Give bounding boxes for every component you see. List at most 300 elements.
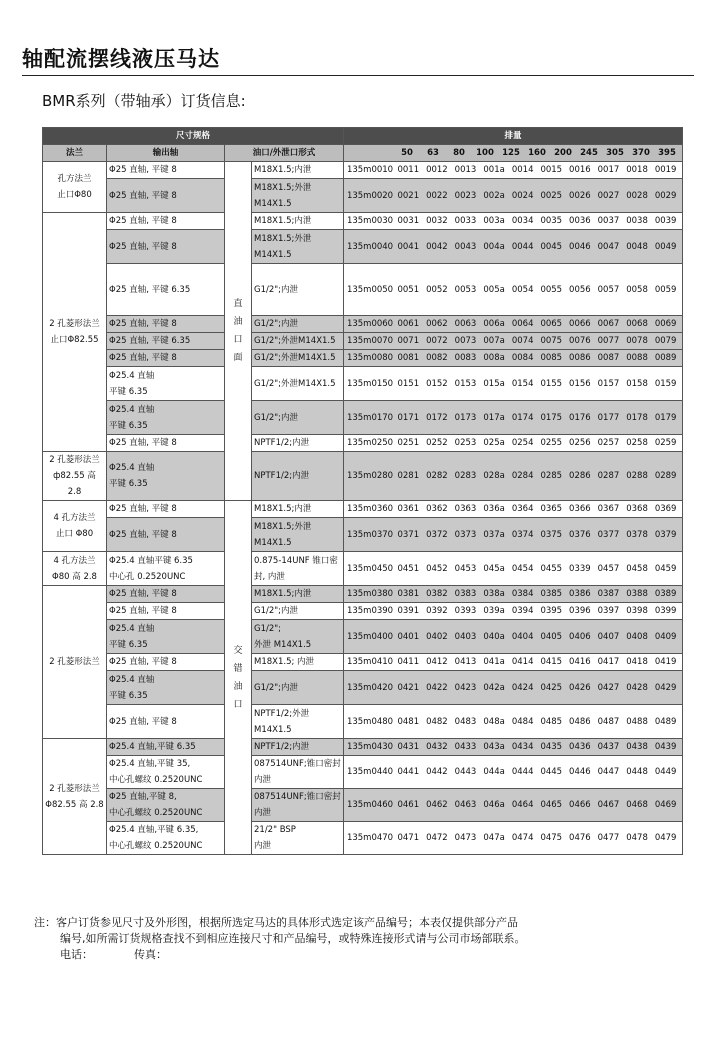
- shaft-cell: Φ25 直轴, 平键 8: [107, 586, 225, 603]
- product-code: 0393: [454, 606, 477, 616]
- product-code: 135m0370: [346, 529, 394, 540]
- flange-cell: 孔方法兰 止口Φ80: [43, 162, 107, 213]
- product-code: 0022: [426, 190, 448, 201]
- shaft-cell: Φ25 直轴, 平键 8: [107, 213, 225, 230]
- codes-cell: [344, 213, 683, 230]
- product-code: 135m0150: [346, 378, 394, 389]
- port-cell: G1/2";内泄: [252, 603, 344, 620]
- product-code: 0178: [626, 412, 648, 423]
- product-code: 0023: [454, 190, 477, 201]
- product-code: 0072: [426, 336, 448, 346]
- product-code: 0057: [597, 284, 620, 295]
- product-code: 0383: [454, 589, 477, 599]
- product-code: 0413: [454, 657, 477, 667]
- port-cell: M18X1.5;内泄: [252, 586, 344, 603]
- product-code: 0465: [540, 800, 563, 810]
- product-code: 0459: [654, 563, 677, 574]
- product-code: 0408: [626, 631, 648, 642]
- product-code: 0154: [511, 378, 534, 389]
- product-code: 0483: [454, 716, 477, 727]
- port-cell: M18X1.5; 内泄: [252, 654, 344, 671]
- product-code: 0471: [397, 833, 420, 843]
- product-code: 028a: [483, 471, 505, 481]
- product-code: 0466: [569, 800, 591, 810]
- product-code: 0445: [540, 767, 563, 777]
- product-code: 0255: [540, 438, 563, 448]
- product-code: 0418: [626, 657, 648, 667]
- port-cell: G1/2";内泄: [252, 671, 344, 705]
- product-code: 0484: [511, 716, 534, 727]
- product-code: 0435: [540, 742, 563, 752]
- port-group-cell: 交 错 油 口: [225, 501, 252, 855]
- displacement-value: 200: [554, 148, 572, 158]
- flange-cell: 2 孔菱形法兰: [43, 586, 107, 739]
- product-code: 037a: [483, 529, 505, 540]
- port-cell: 21/2" BSP 内泄: [252, 822, 344, 855]
- codes-cell: [344, 435, 683, 452]
- product-code: 0152: [426, 378, 448, 389]
- product-code: 0437: [597, 742, 620, 752]
- product-code: 0406: [569, 631, 591, 642]
- contact-line: [34, 947, 526, 963]
- port-cell: 087514UNF;锥口密封 内泄: [252, 789, 344, 822]
- displacement-value: 50: [401, 148, 413, 158]
- codes-cell: [344, 739, 683, 756]
- product-code: 0075: [540, 336, 563, 346]
- port-cell: 087514UNF;锥口密封 内泄: [252, 756, 344, 789]
- product-code: 0086: [569, 353, 591, 363]
- product-code: 0035: [540, 216, 563, 226]
- product-code: 0432: [426, 742, 448, 752]
- product-code: 0067: [597, 319, 620, 329]
- product-code: 0159: [654, 378, 677, 389]
- product-code: 0447: [597, 767, 620, 777]
- product-code: 0409: [654, 631, 677, 642]
- product-code: 0458: [626, 563, 648, 574]
- shaft-cell: Φ25 直轴, 平键 6.35: [107, 264, 225, 316]
- product-code: 0179: [654, 412, 677, 423]
- codes-cell: [344, 333, 683, 350]
- product-code: 0039: [654, 216, 677, 226]
- product-code: 0464: [511, 800, 534, 810]
- product-code: 0423: [454, 682, 477, 693]
- product-code: 0487: [597, 716, 620, 727]
- displacement-value: 100: [476, 148, 494, 158]
- product-code: 0419: [654, 657, 677, 667]
- product-code: 0449: [654, 767, 677, 777]
- port-cell: M18X1.5;内泄: [252, 501, 344, 518]
- product-code: 0417: [597, 657, 620, 667]
- product-code: 0083: [454, 353, 477, 363]
- product-code: 0031: [397, 216, 420, 226]
- product-code: 0399: [654, 606, 677, 616]
- codes-cell: [344, 162, 683, 179]
- product-code: 036a: [483, 504, 505, 514]
- product-code: 0046: [569, 241, 591, 252]
- codes-cell: [344, 452, 683, 501]
- product-code: 0032: [426, 216, 448, 226]
- shaft-cell: Φ25 直轴, 平键 6.35: [107, 333, 225, 350]
- shaft-cell: Φ25.4 直轴 平键 6.35: [107, 671, 225, 705]
- table-row: [43, 620, 683, 654]
- product-code: 0467: [597, 800, 620, 810]
- product-code: 0485: [540, 716, 563, 727]
- displacement-value: 63: [427, 148, 439, 158]
- displacement-value: 80: [453, 148, 465, 158]
- order-info-table: [42, 127, 683, 855]
- port-group-cell: 直 油 口 面: [225, 162, 252, 501]
- product-code: 0052: [426, 284, 448, 295]
- product-code: 0074: [511, 336, 534, 346]
- product-code: 0371: [397, 529, 420, 540]
- product-code: 135m0280: [346, 471, 394, 481]
- product-code: 0452: [426, 563, 448, 574]
- product-code: 0151: [397, 378, 420, 389]
- product-code: 006a: [483, 319, 505, 329]
- product-code: 0253: [454, 438, 477, 448]
- product-code: 0034: [511, 216, 534, 226]
- table-row: [43, 518, 683, 552]
- port-cell: G1/2"; 外泄 M14X1.5: [252, 620, 344, 654]
- product-code: 0454: [511, 563, 534, 574]
- product-code: 0339: [569, 563, 591, 574]
- product-code: 0385: [540, 589, 563, 599]
- product-code: 0049: [654, 241, 677, 252]
- table-row: [43, 213, 683, 230]
- product-code: 135m0380: [346, 589, 394, 599]
- product-code: 0283: [454, 471, 477, 481]
- product-code: 0443: [454, 767, 477, 777]
- shaft-cell: Φ25 直轴, 平键 8: [107, 518, 225, 552]
- product-code: 0286: [569, 471, 591, 481]
- product-code: 042a: [483, 682, 505, 693]
- product-code: 046a: [483, 800, 505, 810]
- codes-cell: [344, 401, 683, 435]
- codes-cell: [344, 671, 683, 705]
- shaft-cell: Φ25.4 直轴,平键 6.35: [107, 739, 225, 756]
- product-code: 0416: [569, 657, 591, 667]
- product-code: 135m0010: [346, 165, 394, 175]
- product-code: 0451: [397, 563, 420, 574]
- product-code: 0402: [426, 631, 448, 642]
- product-code: 0157: [597, 378, 620, 389]
- product-code: 007a: [483, 336, 505, 346]
- page-title: 轴配流摆线液压马达: [22, 47, 220, 71]
- product-code: 135m0480: [346, 716, 394, 727]
- product-code: 0045: [540, 241, 563, 252]
- table-row: [43, 264, 683, 316]
- product-code: 0382: [426, 589, 448, 599]
- product-code: 135m0030: [346, 216, 394, 226]
- product-code: 0392: [426, 606, 448, 616]
- product-code: 0362: [426, 504, 448, 514]
- product-code: 0044: [511, 241, 534, 252]
- product-code: 0061: [397, 319, 420, 329]
- port-cell: NPTF1/2;内泄: [252, 435, 344, 452]
- product-code: 135m0070: [346, 336, 394, 346]
- product-code: 0401: [397, 631, 420, 642]
- displacement-value: 160: [528, 148, 546, 158]
- product-code: 135m0060: [346, 319, 394, 329]
- product-code: 0396: [569, 606, 591, 616]
- product-code: 0407: [597, 631, 620, 642]
- product-code: 0073: [454, 336, 477, 346]
- product-code: 0252: [426, 438, 448, 448]
- product-code: 0079: [654, 336, 677, 346]
- product-code: 0048: [626, 241, 648, 252]
- port-cell: M18X1.5;内泄: [252, 162, 344, 179]
- product-code: 0415: [540, 657, 563, 667]
- product-code: 0412: [426, 657, 448, 667]
- codes-cell: [344, 264, 683, 316]
- product-code: 0088: [626, 353, 648, 363]
- product-code: 135m0020: [346, 190, 394, 201]
- product-code: 0384: [511, 589, 534, 599]
- flange-cell: 2 孔菱形法兰 Φ82.55 高 2.8: [43, 739, 107, 855]
- product-code: 135m0250: [346, 438, 394, 448]
- product-code: 0469: [654, 800, 677, 810]
- table-row: [43, 789, 683, 822]
- product-code: 0481: [397, 716, 420, 727]
- product-code: 0287: [597, 471, 620, 481]
- product-code: 0429: [654, 682, 677, 693]
- product-code: 0028: [626, 190, 648, 201]
- product-code: 0403: [454, 631, 477, 642]
- product-code: 0438: [626, 742, 648, 752]
- product-code: 0468: [626, 800, 648, 810]
- shaft-cell: Φ25.4 直轴,平键 6.35, 中心孔螺纹 0.2520UNC: [107, 822, 225, 855]
- codes-cell: [344, 501, 683, 518]
- table-row: [43, 586, 683, 603]
- product-code: 0064: [511, 319, 534, 329]
- product-code: 0474: [511, 833, 534, 843]
- shaft-cell: Φ25 直轴, 平键 8: [107, 705, 225, 739]
- codes-cell: [344, 367, 683, 401]
- product-code: 0405: [540, 631, 563, 642]
- product-code: 0411: [397, 657, 420, 667]
- product-code: 0373: [454, 529, 477, 540]
- displacement-value: 395: [658, 148, 676, 158]
- product-code: 0365: [540, 504, 563, 514]
- product-code: 0479: [654, 833, 677, 843]
- table-row: [43, 367, 683, 401]
- product-code: 0037: [597, 216, 620, 226]
- product-code: 0021: [397, 190, 420, 201]
- product-code: 0379: [654, 529, 677, 540]
- product-code: 0369: [654, 504, 677, 514]
- page-subtitle: BMR系列（带轴承）订货信息:: [42, 92, 246, 110]
- product-code: 0475: [540, 833, 563, 843]
- product-code: 0425: [540, 682, 563, 693]
- product-code: 0171: [397, 412, 420, 423]
- product-code: 0062: [426, 319, 448, 329]
- shaft-cell: Φ25 直轴, 平键 8: [107, 179, 225, 213]
- product-code: 0081: [397, 353, 420, 363]
- product-code: 0058: [626, 284, 648, 295]
- product-code: 0374: [511, 529, 534, 540]
- product-code: 0414: [511, 657, 534, 667]
- table-row: [43, 654, 683, 671]
- product-code: 135m0390: [346, 606, 394, 616]
- product-code: 0087: [597, 353, 620, 363]
- product-code: 0153: [454, 378, 477, 389]
- product-code: 0068: [626, 319, 648, 329]
- table-row: [43, 230, 683, 264]
- product-code: 040a: [483, 631, 505, 642]
- product-code: 0477: [597, 833, 620, 843]
- product-code: 0422: [426, 682, 448, 693]
- flange-cell: 2 孔菱形法兰 ф82.55 高 2.8: [43, 452, 107, 501]
- product-code: 0439: [654, 742, 677, 752]
- product-code: 0375: [540, 529, 563, 540]
- flange-cell: 4 孔方法兰 Φ80 高 2.8: [43, 552, 107, 586]
- product-code: 135m0420: [346, 682, 394, 693]
- product-code: 0076: [569, 336, 591, 346]
- product-code: 135m0400: [346, 631, 394, 642]
- codes-cell: [344, 822, 683, 855]
- product-code: 0251: [397, 438, 420, 448]
- shaft-cell: Φ25 直轴, 平键 8: [107, 435, 225, 452]
- product-code: 0395: [540, 606, 563, 616]
- product-code: 135m0430: [346, 742, 394, 752]
- shaft-cell: Φ25.4 直轴 平键 6.35: [107, 401, 225, 435]
- product-code: 0388: [626, 589, 648, 599]
- codes-cell: [344, 316, 683, 333]
- product-code: 0024: [511, 190, 534, 201]
- product-code: 135m0170: [346, 412, 394, 423]
- product-code: 0019: [654, 165, 677, 175]
- product-code: 017a: [483, 412, 505, 423]
- product-code: 0363: [454, 504, 477, 514]
- product-code: 0071: [397, 336, 420, 346]
- product-code: 0043: [454, 241, 477, 252]
- product-code: 0366: [569, 504, 591, 514]
- product-code: 0025: [540, 190, 563, 201]
- table-row: [43, 552, 683, 586]
- product-code: 0047: [597, 241, 620, 252]
- product-code: 002a: [483, 190, 505, 201]
- title-divider: [22, 75, 694, 76]
- product-code: 135m0040: [346, 241, 394, 252]
- shaft-header: 输出轴: [107, 145, 225, 162]
- shaft-cell: Φ25 直轴,平键 8, 中心孔螺纹 0.2520UNC: [107, 789, 225, 822]
- product-code: 0284: [511, 471, 534, 481]
- codes-cell: [344, 705, 683, 739]
- table-row: [43, 316, 683, 333]
- product-code: 0177: [597, 412, 620, 423]
- product-code: 0427: [597, 682, 620, 693]
- product-code: 008a: [483, 353, 505, 363]
- product-code: 0364: [511, 504, 534, 514]
- table-row: [43, 435, 683, 452]
- product-code: 0078: [626, 336, 648, 346]
- port-cell: M18X1.5;内泄: [252, 213, 344, 230]
- port-cell: 0.875-14UNF 锥口密 封, 内泄: [252, 552, 344, 586]
- product-code: 0257: [597, 438, 620, 448]
- product-code: 0063: [454, 319, 477, 329]
- codes-cell: [344, 230, 683, 264]
- product-code: 0089: [654, 353, 677, 363]
- displacement-header: 排量: [344, 128, 683, 145]
- product-code: 0424: [511, 682, 534, 693]
- product-code: 0017: [597, 165, 620, 175]
- codes-cell: [344, 603, 683, 620]
- product-code: 0376: [569, 529, 591, 540]
- product-code: 0085: [540, 353, 563, 363]
- table-row: [43, 501, 683, 518]
- product-code: 0018: [626, 165, 648, 175]
- product-code: 0026: [569, 190, 591, 201]
- port-cell: G1/2";内泄: [252, 264, 344, 316]
- product-code: 0015: [540, 165, 563, 175]
- codes-cell: [344, 789, 683, 822]
- product-code: 135m0460: [346, 800, 394, 810]
- shaft-cell: Φ25.4 直轴平键 6.35 中心孔 0.2520UNC: [107, 552, 225, 586]
- product-code: 0387: [597, 589, 620, 599]
- shaft-cell: Φ25.4 直轴 平键 6.35: [107, 452, 225, 501]
- product-code: 0053: [454, 284, 477, 295]
- port-cell: G1/2";内泄: [252, 401, 344, 435]
- product-code: 0256: [569, 438, 591, 448]
- codes-cell: [344, 586, 683, 603]
- product-code: 041a: [483, 657, 505, 667]
- product-code: 0174: [511, 412, 534, 423]
- product-code: 0027: [597, 190, 620, 201]
- table-row: [43, 603, 683, 620]
- product-code: 003a: [483, 216, 505, 226]
- product-code: 039a: [483, 606, 505, 616]
- product-code: 025a: [483, 438, 505, 448]
- codes-cell: [344, 756, 683, 789]
- product-code: 0367: [597, 504, 620, 514]
- product-code: 0012: [426, 165, 448, 175]
- product-code: 0036: [569, 216, 591, 226]
- product-code: 0051: [397, 284, 420, 295]
- product-code: 001a: [483, 165, 505, 175]
- product-code: 0361: [397, 504, 420, 514]
- product-code: 0431: [397, 742, 420, 752]
- product-code: 0488: [626, 716, 648, 727]
- product-code: 0056: [569, 284, 591, 295]
- product-code: 0426: [569, 682, 591, 693]
- product-code: 0077: [597, 336, 620, 346]
- product-code: 0482: [426, 716, 448, 727]
- product-code: 0372: [426, 529, 448, 540]
- table-row: [43, 401, 683, 435]
- product-code: 0461: [397, 800, 420, 810]
- shaft-cell: Φ25 直轴, 平键 8: [107, 603, 225, 620]
- product-code: 0455: [540, 563, 563, 574]
- product-code: 0082: [426, 353, 448, 363]
- spec-header: 尺寸规格: [43, 128, 344, 145]
- fax-label: 传真：: [134, 948, 167, 961]
- codes-cell: [344, 620, 683, 654]
- shaft-cell: Φ25 直轴, 平键 8: [107, 501, 225, 518]
- shaft-cell: Φ25 直轴, 平键 8: [107, 316, 225, 333]
- product-code: 0176: [569, 412, 591, 423]
- product-code: 0156: [569, 378, 591, 389]
- table-row: [43, 452, 683, 501]
- shaft-cell: Φ25 直轴, 平键 8: [107, 350, 225, 367]
- port-cell: M18X1.5;外泄 M14X1.5: [252, 230, 344, 264]
- port-header: 油口/外泄口形式: [225, 145, 344, 162]
- port-cell: NPTF1/2;内泄: [252, 739, 344, 756]
- product-code: 0377: [597, 529, 620, 540]
- product-code: 0069: [654, 319, 677, 329]
- product-code: 0404: [511, 631, 534, 642]
- product-code: 0486: [569, 716, 591, 727]
- shaft-cell: Φ25 直轴, 平键 8: [107, 230, 225, 264]
